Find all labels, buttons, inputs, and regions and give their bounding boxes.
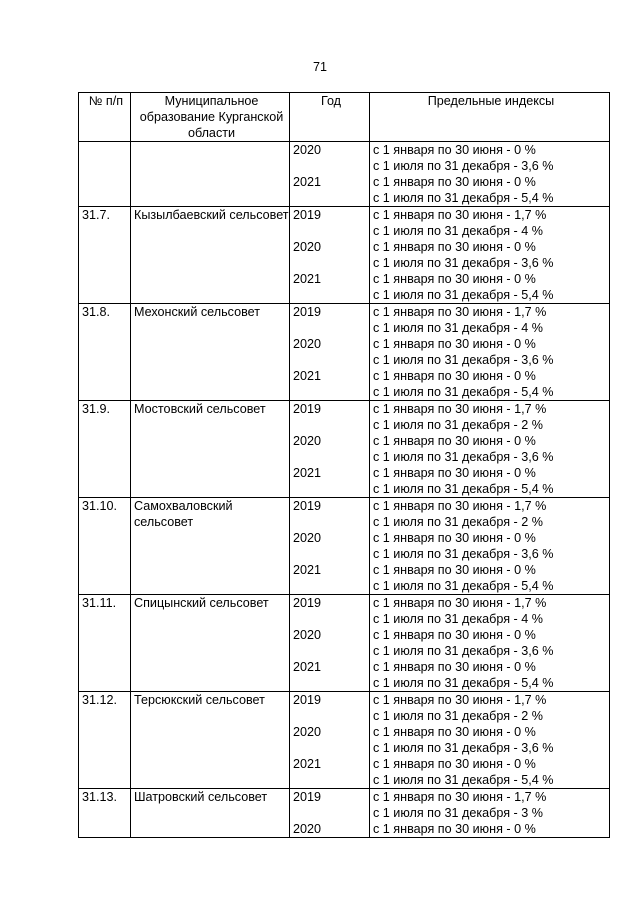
indices-cell bbox=[370, 595, 610, 692]
indices-cell bbox=[370, 304, 610, 401]
table-row bbox=[79, 692, 610, 789]
indices-cell bbox=[370, 207, 610, 304]
year-cell bbox=[290, 789, 370, 838]
index-line: с 1 июля по 31 декабря - 5,4 % bbox=[373, 482, 554, 496]
index-line: с 1 января по 30 июня - 0 % bbox=[373, 628, 536, 642]
year-value: 2021 bbox=[293, 272, 322, 286]
index-line: с 1 июля по 31 декабря - 5,4 % bbox=[373, 676, 554, 690]
year-value: 2021 bbox=[293, 466, 322, 480]
index-line: с 1 июля по 31 декабря - 4 % bbox=[373, 224, 543, 238]
index-line: с 1 января по 30 июня - 0 % bbox=[373, 757, 536, 771]
table-row bbox=[79, 207, 610, 304]
year-value: 2019 bbox=[293, 499, 322, 513]
table-row bbox=[79, 789, 610, 838]
row-number: 31.10. bbox=[79, 498, 131, 595]
index-line: с 1 июля по 31 декабря - 4 % bbox=[373, 321, 543, 335]
index-line: с 1 января по 30 июня - 0 % bbox=[373, 143, 536, 157]
index-line: с 1 июля по 31 декабря - 4 % bbox=[373, 612, 543, 626]
year-value: 2020 bbox=[293, 337, 322, 351]
year-cell bbox=[290, 142, 370, 207]
table-header-row bbox=[79, 93, 610, 142]
year-value: 2021 bbox=[293, 175, 322, 189]
index-line: с 1 июля по 31 декабря - 3,6 % bbox=[373, 159, 554, 173]
indices-cell bbox=[370, 401, 610, 498]
indices-cell bbox=[370, 692, 610, 789]
index-line: с 1 января по 30 июня - 0 % bbox=[373, 175, 536, 189]
table-body bbox=[79, 142, 610, 838]
year-value: 2021 bbox=[293, 369, 322, 383]
index-line: с 1 января по 30 июня - 0 % bbox=[373, 337, 536, 351]
row-number: 31.7. bbox=[79, 207, 131, 304]
index-line: с 1 января по 30 июня - 0 % bbox=[373, 434, 536, 448]
row-number: 31.13. bbox=[79, 789, 131, 838]
year-cell bbox=[290, 401, 370, 498]
row-number bbox=[79, 142, 131, 207]
year-value: 2019 bbox=[293, 596, 322, 610]
table-row bbox=[79, 142, 610, 207]
header-municipality: Муниципальное образование Курганской области bbox=[131, 93, 290, 142]
index-line: с 1 июля по 31 декабря - 3,6 % bbox=[373, 353, 554, 367]
page-number: 71 bbox=[312, 60, 327, 74]
limit-indices-table bbox=[78, 92, 610, 838]
index-line: с 1 января по 30 июня - 0 % bbox=[373, 272, 536, 286]
indices-cell bbox=[370, 789, 610, 838]
row-number: 31.8. bbox=[79, 304, 131, 401]
year-value: 2020 bbox=[293, 434, 322, 448]
row-number: 31.12. bbox=[79, 692, 131, 789]
index-line: с 1 июля по 31 декабря - 3,6 % bbox=[373, 450, 554, 464]
year-value: 2020 bbox=[293, 240, 322, 254]
table-row bbox=[79, 595, 610, 692]
year-cell bbox=[290, 692, 370, 789]
index-line: с 1 июля по 31 декабря - 5,4 % bbox=[373, 385, 554, 399]
index-line: с 1 января по 30 июня - 1,7 % bbox=[373, 305, 547, 319]
index-line: с 1 июля по 31 декабря - 5,4 % bbox=[373, 773, 554, 787]
index-line: с 1 января по 30 июня - 0 % bbox=[373, 240, 536, 254]
year-cell bbox=[290, 498, 370, 595]
index-line: с 1 января по 30 июня - 1,7 % bbox=[373, 693, 547, 707]
index-line: с 1 июля по 31 декабря - 2 % bbox=[373, 418, 543, 432]
year-value: 2019 bbox=[293, 790, 322, 804]
index-line: с 1 июля по 31 декабря - 5,4 % bbox=[373, 288, 554, 302]
year-cell bbox=[290, 304, 370, 401]
index-line: с 1 июля по 31 декабря - 3,6 % bbox=[373, 741, 554, 755]
index-line: с 1 января по 30 июня - 1,7 % bbox=[373, 790, 547, 804]
year-value: 2020 bbox=[293, 822, 322, 836]
index-line: с 1 января по 30 июня - 1,7 % bbox=[373, 402, 547, 416]
table-row bbox=[79, 498, 610, 595]
municipality-name: Мехонский сельсовет bbox=[131, 304, 290, 401]
index-line: с 1 июля по 31 декабря - 2 % bbox=[373, 515, 543, 529]
index-line: с 1 января по 30 июня - 0 % bbox=[373, 531, 536, 545]
index-line: с 1 января по 30 июня - 0 % bbox=[373, 725, 536, 739]
table-row bbox=[79, 401, 610, 498]
header-num: № п/п bbox=[79, 93, 131, 142]
indices-cell bbox=[370, 498, 610, 595]
index-line: с 1 июля по 31 декабря - 5,4 % bbox=[373, 579, 554, 593]
index-line: с 1 января по 30 июня - 0 % bbox=[373, 369, 536, 383]
index-line: с 1 января по 30 июня - 0 % bbox=[373, 822, 536, 836]
year-value: 2020 bbox=[293, 531, 322, 545]
header-indices: Предельные индексы bbox=[370, 93, 610, 142]
municipality-name: Мостовский сельсовет bbox=[131, 401, 290, 498]
municipality-name: Спицынский сельсовет bbox=[131, 595, 290, 692]
index-line: с 1 января по 30 июня - 1,7 % bbox=[373, 499, 547, 513]
municipality-name: Шатровский сельсовет bbox=[131, 789, 290, 838]
table-row bbox=[79, 304, 610, 401]
index-line: с 1 июля по 31 декабря - 3,6 % bbox=[373, 256, 554, 270]
municipality-name bbox=[131, 142, 290, 207]
index-line: с 1 января по 30 июня - 0 % bbox=[373, 563, 536, 577]
municipality-name: Кызылбаевский сельсовет bbox=[131, 207, 290, 304]
index-line: с 1 января по 30 июня - 0 % bbox=[373, 466, 536, 480]
index-line: с 1 января по 30 июня - 0 % bbox=[373, 660, 536, 674]
year-cell bbox=[290, 595, 370, 692]
row-number: 31.9. bbox=[79, 401, 131, 498]
indices-cell bbox=[370, 142, 610, 207]
year-value: 2019 bbox=[293, 305, 322, 319]
year-value: 2020 bbox=[293, 628, 322, 642]
row-number: 31.11. bbox=[79, 595, 131, 692]
index-line: с 1 июля по 31 декабря - 3,6 % bbox=[373, 644, 554, 658]
header-year: Год bbox=[290, 93, 370, 142]
index-line: с 1 июля по 31 декабря - 2 % bbox=[373, 709, 543, 723]
municipality-name: Терсюкский сельсовет bbox=[131, 692, 290, 789]
index-line: с 1 июля по 31 декабря - 3,6 % bbox=[373, 547, 554, 561]
year-value: 2021 bbox=[293, 660, 322, 674]
year-value: 2020 bbox=[293, 143, 322, 157]
municipality-name: Самохваловский сельсовет bbox=[131, 498, 290, 595]
year-value: 2019 bbox=[293, 208, 322, 222]
year-cell bbox=[290, 207, 370, 304]
index-line: с 1 января по 30 июня - 1,7 % bbox=[373, 596, 547, 610]
index-line: с 1 июля по 31 декабря - 3 % bbox=[373, 806, 543, 820]
year-value: 2019 bbox=[293, 402, 322, 416]
year-value: 2019 bbox=[293, 693, 322, 707]
index-line: с 1 января по 30 июня - 1,7 % bbox=[373, 208, 547, 222]
year-value: 2021 bbox=[293, 757, 322, 771]
index-line: с 1 июля по 31 декабря - 5,4 % bbox=[373, 191, 554, 205]
year-value: 2021 bbox=[293, 563, 322, 577]
year-value: 2020 bbox=[293, 725, 322, 739]
